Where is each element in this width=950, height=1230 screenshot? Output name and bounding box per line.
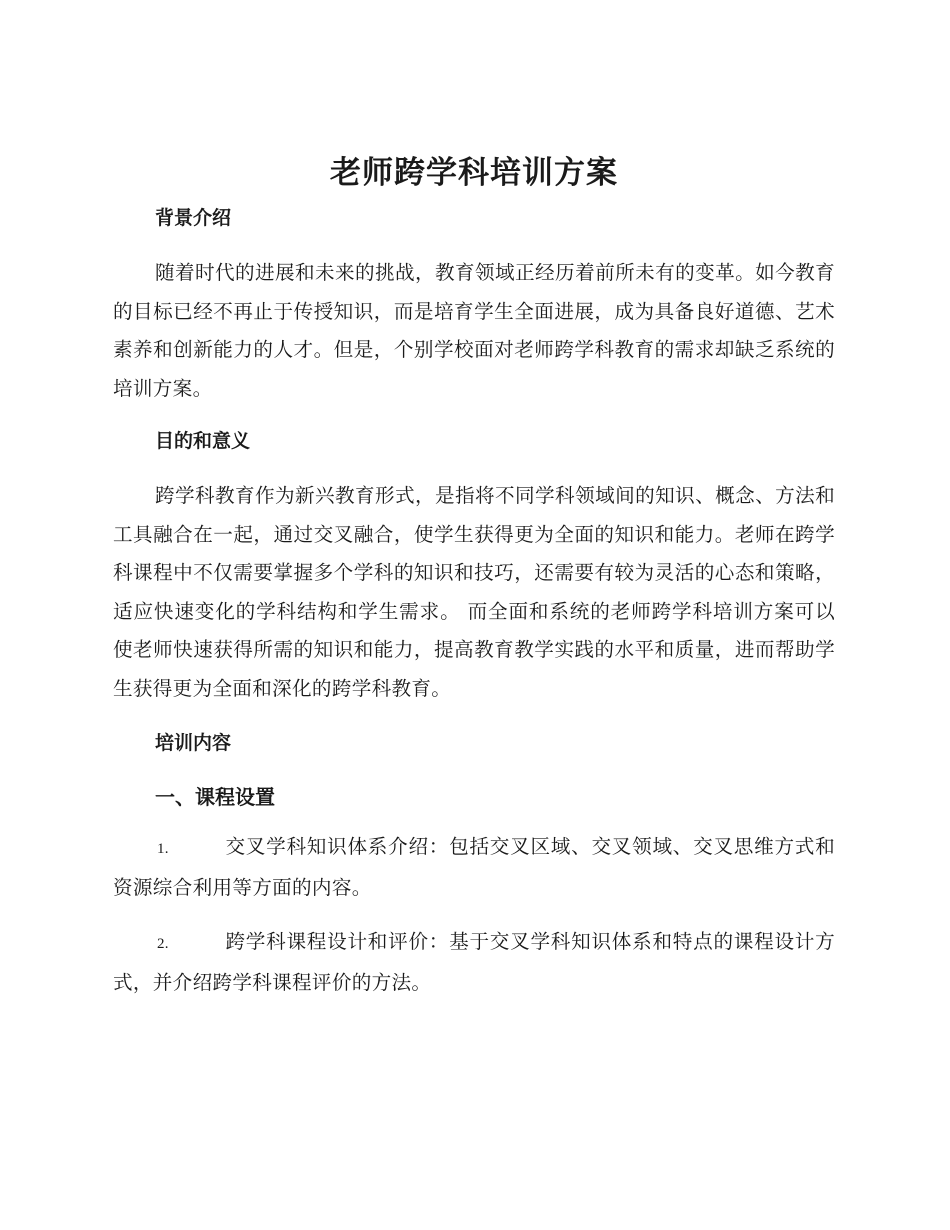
list-item-number: 2. [157, 936, 169, 952]
section-heading-background: 背景介绍 [155, 207, 232, 229]
subheading-course-setup: 一、课程设置 [155, 785, 275, 809]
list-item-text: 跨学科课程设计和评价：基于交叉学科知识体系和特点的课程设计方式，并介绍跨学科课程评价的方法。 [113, 930, 835, 994]
list-item [113, 923, 835, 1002]
list-item [113, 828, 835, 907]
document-title: 老师跨学科培训方案 [330, 155, 618, 191]
section-heading-content: 培训内容 [155, 732, 232, 754]
list-item-number: 1. [157, 841, 169, 857]
section-heading-purpose: 目的和意义 [155, 430, 251, 452]
background-paragraph: 随着时代的进展和未来的挑战，教育领域正经历着前所未有的变革。如今教育的目标已经不再止于传授知识，而是培育学生全面进展，成为具备良好道德、艺术素养和创新能力的人才。但是，个别学校面对老师跨学科教育的需求却缺乏系统的培训方案。 [113, 261, 835, 400]
list-item-text: 交叉学科知识体系介绍：包括交叉区域、交叉领域、交叉思维方式和资源综合利用等方面的内容。 [113, 835, 835, 899]
document-page [113, 150, 835, 1002]
purpose-paragraph: 跨学科教育作为新兴教育形式，是指将不同学科领域间的知识、概念、方法和工具融合在一起，通过交叉融合，使学生获得更为全面的知识和能力。老师在跨学科课程中不仅需要掌握多个学科的知识和技巧，还需要有较为灵活的心态和策略，适应快速变化的学科结构和学生需求。 而全面和系统的老师跨学科培训方案可以使老师快速获得所需的知识和能力，提高教育教学实践的水平和质量，进而帮助学生获得更为全面和深化的跨学科教育。 [113, 484, 835, 700]
